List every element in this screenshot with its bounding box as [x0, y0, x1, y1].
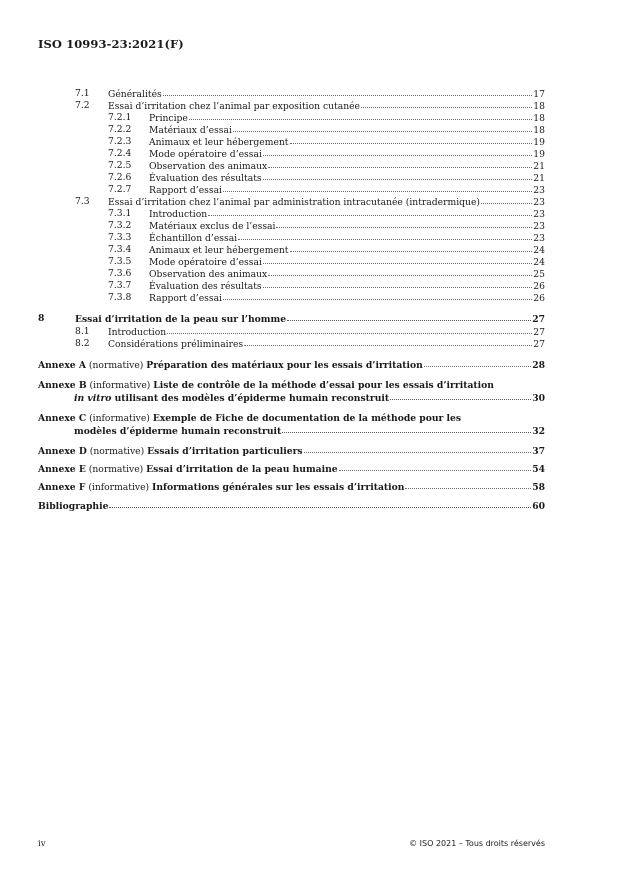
toc-number: 7.3.6 — [108, 268, 132, 279]
toc-leader-dots — [167, 325, 532, 334]
toc-number: 7.2.1 — [108, 112, 132, 123]
toc-page: 18 — [533, 113, 545, 124]
document-id-header: ISO 10993-23:2021(F) — [38, 37, 184, 51]
toc-page: 23 — [533, 197, 545, 208]
toc-number: 7.2.2 — [108, 124, 132, 135]
toc-leader-dots — [223, 183, 532, 192]
toc-title: Introduction — [149, 209, 208, 220]
toc-title: Animaux et leur hébergement — [149, 245, 289, 256]
toc-page: 27 — [533, 339, 545, 350]
toc-page: 30 — [532, 392, 545, 404]
toc-annex-d[interactable] — [0, 445, 620, 456]
toc-number: 8.2 — [75, 338, 90, 349]
annex-title: Essai d’irritation de la peau humaine — [146, 464, 338, 475]
annex-type: (normative) — [88, 360, 144, 371]
toc-leader-dots — [424, 358, 531, 367]
toc-number: 7.3.8 — [108, 292, 132, 303]
toc-title: Rapport d’essai — [149, 293, 222, 304]
toc-page: 24 — [533, 245, 545, 256]
toc-entry-7-3-6[interactable] — [0, 268, 620, 279]
toc-title: Échantillon d’essai — [149, 233, 238, 244]
toc-title: Bibliographie — [38, 501, 109, 512]
annex-title-continued: modèles d’épiderme humain reconstruit — [74, 425, 282, 437]
toc-page: 18 — [533, 125, 545, 136]
toc-leader-dots — [163, 87, 533, 96]
annex-type: (normative) — [88, 464, 144, 475]
toc-leader-dots — [238, 231, 532, 240]
annex-title: Exemple de Fiche de documentation de la méthode pour les — [152, 413, 462, 424]
toc-leader-dots — [263, 147, 532, 156]
toc-entry-7-3-1[interactable] — [0, 208, 620, 219]
toc-leader-dots — [304, 444, 532, 453]
toc-title: Essai d’irritation chez l’animal par exposition cutanée — [108, 101, 360, 112]
toc-entry-7-2-7[interactable] — [0, 184, 620, 195]
toc-title: Observation des animaux — [149, 161, 268, 172]
toc-title: Essai d’irritation chez l’animal par administration intracutanée (intradermique) — [108, 197, 480, 208]
toc-leader-dots — [244, 337, 532, 346]
toc-number: 7.1 — [75, 88, 90, 99]
toc-page: 23 — [533, 221, 545, 232]
toc-number: 7.3 — [75, 196, 90, 207]
annex-type: (informative) — [89, 413, 150, 424]
toc-page: 28 — [532, 360, 545, 371]
toc-leader-dots — [390, 391, 531, 400]
toc-leader-dots — [287, 312, 531, 321]
toc-title: Observation des animaux — [149, 269, 268, 280]
toc-leader-dots — [282, 424, 531, 433]
toc-entry-7-3-7[interactable] — [0, 280, 620, 291]
toc-number: 8.1 — [75, 326, 90, 337]
toc-page: 21 — [533, 173, 545, 184]
annex-label: Annexe A — [38, 360, 86, 371]
toc-title: Évaluation des résultats — [149, 173, 262, 184]
toc-entry-7-3-4[interactable] — [0, 244, 620, 255]
toc-page: 24 — [533, 257, 545, 268]
toc-leader-dots — [268, 267, 532, 276]
annex-type: (normative) — [89, 446, 145, 457]
toc-number: 7.2.4 — [108, 148, 132, 159]
toc-entry-7-2-4[interactable] — [0, 148, 620, 159]
toc-number: 8 — [38, 313, 45, 324]
toc-page: 21 — [533, 161, 545, 172]
toc-page: 58 — [532, 482, 545, 493]
toc-number: 7.2.6 — [108, 172, 132, 183]
toc-page: 19 — [533, 149, 545, 160]
toc-number: 7.3.7 — [108, 280, 132, 291]
toc-leader-dots — [361, 99, 532, 108]
toc-number: 7.3.4 — [108, 244, 132, 255]
toc-title: Évaluation des résultats — [149, 281, 262, 292]
toc-title: Animaux et leur hébergement — [149, 137, 289, 148]
annex-title: Liste de contrôle de la méthode d’essai pour les essais d’irritation — [153, 380, 494, 391]
toc-entry-8[interactable] — [0, 313, 620, 324]
toc-leader-dots — [189, 111, 532, 120]
toc-leader-dots — [268, 159, 532, 168]
toc-annex-b[interactable] — [38, 380, 545, 404]
toc-number: 7.3.1 — [108, 208, 132, 219]
toc-entry-7-3-2[interactable] — [0, 220, 620, 231]
toc-number: 7.2.3 — [108, 136, 132, 147]
toc-page: 32 — [532, 425, 545, 437]
toc-page: 27 — [532, 314, 545, 325]
toc-leader-dots — [263, 255, 532, 264]
toc-number: 7.2.7 — [108, 184, 132, 195]
toc-title: Mode opératoire d’essai — [149, 257, 262, 268]
annex-label: Annexe D — [38, 446, 87, 457]
toc-title: Matériaux exclus de l’essai — [149, 221, 276, 232]
copyright-notice: © ISO 2021 – Tous droits réservés — [409, 839, 545, 848]
toc-entry-7-2-2[interactable] — [0, 124, 620, 135]
toc-title: Mode opératoire d’essai — [149, 149, 262, 160]
toc-title: Rapport d’essai — [149, 185, 222, 196]
toc-page: 23 — [533, 233, 545, 244]
toc-page: 37 — [532, 446, 545, 457]
toc-page: 26 — [533, 281, 545, 292]
toc-leader-dots — [276, 219, 532, 228]
toc-title: Essai d’irritation de la peau sur l’homme — [75, 314, 287, 325]
annex-title: Informations générales sur les essais d’irritation — [152, 482, 405, 493]
toc-page: 54 — [532, 464, 545, 475]
toc-number: 7.3.5 — [108, 256, 132, 267]
toc-annex-c[interactable] — [38, 413, 545, 437]
annex-label: Annexe C — [38, 413, 87, 424]
toc-title: Généralités — [108, 89, 162, 100]
toc-title: Principe — [149, 113, 188, 124]
page-number: iv — [38, 839, 46, 849]
toc-entry-7-2[interactable] — [0, 100, 620, 111]
toc-leader-dots — [223, 291, 532, 300]
toc-leader-dots — [405, 480, 531, 489]
toc-leader-dots — [233, 123, 532, 132]
toc-page: 17 — [533, 89, 545, 100]
toc-entry-7-2-1[interactable] — [0, 112, 620, 123]
toc-bibliography[interactable] — [0, 500, 620, 511]
annex-title: Préparation des matériaux pour les essais d’irritation — [146, 360, 423, 371]
toc-entry-7-3-3[interactable] — [0, 232, 620, 243]
toc-title: Matériaux d’essai — [149, 125, 232, 136]
toc-leader-dots — [290, 135, 533, 144]
toc-entry-7-3-8[interactable] — [0, 292, 620, 303]
toc-entry-7-2-3[interactable] — [0, 136, 620, 147]
toc-number: 7.3.2 — [108, 220, 132, 231]
toc-title: Introduction — [108, 327, 167, 338]
toc-page: 60 — [532, 501, 545, 512]
toc-title: Considérations préliminaires — [108, 339, 244, 350]
toc-page: 23 — [533, 185, 545, 196]
toc-annex-f[interactable] — [0, 481, 620, 492]
annex-title-italic: in vitro — [74, 392, 112, 404]
toc-entry-8-2[interactable] — [0, 338, 620, 349]
toc-leader-dots — [263, 171, 533, 180]
annex-label: Annexe B — [38, 380, 87, 391]
toc-leader-dots — [208, 207, 532, 216]
toc-leader-dots — [290, 243, 533, 252]
annex-title: Essais d’irritation particuliers — [147, 446, 303, 457]
toc-annex-a[interactable] — [0, 359, 620, 370]
annex-label: Annexe E — [38, 464, 86, 475]
toc-number: 7.2 — [75, 100, 90, 111]
annex-label: Annexe F — [38, 482, 86, 493]
annex-type: (informative) — [89, 380, 151, 391]
annex-type: (informative) — [88, 482, 150, 493]
toc-leader-dots — [109, 499, 531, 508]
toc-leader-dots — [263, 279, 533, 288]
toc-number: 7.3.3 — [108, 232, 132, 243]
toc-page: 18 — [533, 101, 545, 112]
toc-entry-7-1[interactable] — [0, 88, 620, 99]
toc-page: 27 — [533, 327, 545, 338]
toc-annex-e[interactable] — [0, 463, 620, 474]
toc-entry-7-3[interactable] — [0, 196, 620, 207]
toc-entry-8-1[interactable] — [0, 326, 620, 337]
toc-leader-dots — [339, 462, 532, 471]
toc-page: 25 — [533, 269, 545, 280]
toc-page: 19 — [533, 137, 545, 148]
toc-page: 23 — [533, 209, 545, 220]
toc-entry-7-2-5[interactable] — [0, 160, 620, 171]
toc-leader-dots — [481, 195, 532, 204]
annex-title-continued: utilisant des modèles d’épiderme humain reconstruit — [114, 392, 390, 404]
toc-entry-7-3-5[interactable] — [0, 256, 620, 267]
toc-page: 26 — [533, 293, 545, 304]
toc-number: 7.2.5 — [108, 160, 132, 171]
toc-entry-7-2-6[interactable] — [0, 172, 620, 183]
